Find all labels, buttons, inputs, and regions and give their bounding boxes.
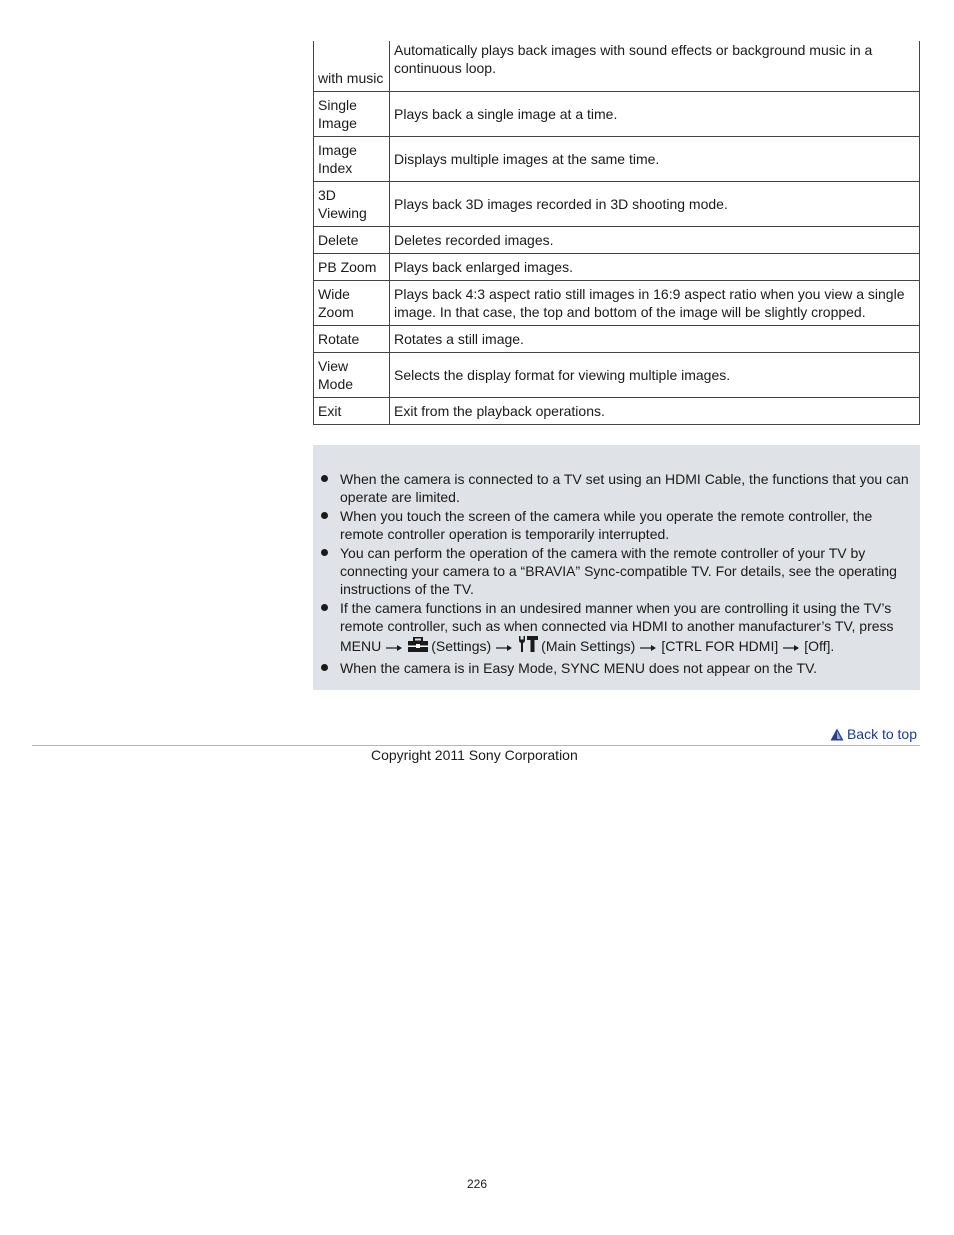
operation-description: Plays back enlarged images. (390, 253, 920, 280)
operation-name: Image Index (314, 136, 390, 181)
arrow-right-icon (782, 642, 800, 652)
table-row (314, 325, 920, 352)
operation-description: Plays back 3D images recorded in 3D shooting mode. (390, 181, 920, 226)
operation-name: Single Image (314, 91, 390, 136)
operation-name: Wide Zoom (314, 280, 390, 325)
settings-label: (Settings) (431, 638, 492, 654)
page-number: 226 (466, 1177, 488, 1191)
operation-name: View Mode (314, 352, 390, 397)
table-row (314, 91, 920, 136)
list-item (340, 599, 916, 655)
copyright-text: Copyright 2011 Sony Corporation (371, 747, 578, 763)
list-item (340, 507, 916, 543)
note-text: When the camera is connected to a TV set using an HDMI Cable, the functions that you can operate are limited. (340, 471, 909, 505)
ctrl-for-hdmi-label: [CTRL FOR HDMI] (661, 638, 779, 654)
bullet-icon (321, 475, 328, 482)
toolbox-icon (407, 637, 429, 653)
operation-description: Exit from the playback operations. (390, 397, 920, 424)
wrench-icon (517, 635, 539, 653)
operation-description: Automatically plays back images with sound effects or background music in a continuous loop. (390, 41, 920, 91)
operation-description: Displays multiple images at the same time. (390, 136, 920, 181)
operation-description: Selects the display format for viewing multiple images. (390, 352, 920, 397)
table-row (314, 352, 920, 397)
operation-name: Rotate (314, 325, 390, 352)
operation-description: Plays back 4:3 aspect ratio still images in 16:9 aspect ratio when you view a single image. In that case, the top and bottom of the image will be slightly cropped. (390, 280, 920, 325)
bullet-icon (321, 604, 328, 611)
triangle-up-icon (830, 728, 844, 741)
arrow-right-icon (385, 642, 403, 652)
table-row (314, 136, 920, 181)
operation-description: Rotates a still image. (390, 325, 920, 352)
list-item (340, 544, 916, 598)
arrow-right-icon (495, 642, 513, 652)
bullet-icon (321, 664, 328, 671)
operation-description: Deletes recorded images. (390, 226, 920, 253)
table-row (314, 41, 920, 91)
table-row (314, 226, 920, 253)
table-row (314, 280, 920, 325)
notes-box (313, 445, 920, 690)
table-row (314, 181, 920, 226)
back-to-top-link[interactable] (830, 726, 917, 742)
note-text: When you touch the screen of the camera while you operate the remote controller, the remote controller operation is temporarily interrupted. (340, 508, 873, 542)
notes-list (313, 445, 920, 677)
list-item (340, 470, 916, 506)
arrow-right-icon (639, 642, 657, 652)
operation-name: PB Zoom (314, 253, 390, 280)
list-item (340, 659, 916, 677)
operation-name: 3D Viewing (314, 181, 390, 226)
bullet-icon (321, 549, 328, 556)
operation-name: Exit (314, 397, 390, 424)
operation-name: Delete (314, 226, 390, 253)
table-row (314, 397, 920, 424)
playback-operations-table (313, 41, 920, 425)
note-text: When the camera is in Easy Mode, SYNC MENU does not appear on the TV. (340, 660, 818, 676)
off-label: [Off]. (804, 638, 835, 654)
main-settings-label: (Main Settings) (541, 638, 636, 654)
bullet-icon (321, 512, 328, 519)
table-row (314, 253, 920, 280)
note-text: You can perform the operation of the camera with the remote controller of your TV by connecting your camera to a “BRAVIA” Sync-compatible TV. For details, see the operating instructions of the TV. (340, 545, 897, 597)
note-text: If the camera functions in an undesired manner when you are controlling it using the TV’s remote controller, such as when connected via HDMI to another manufacturer’s TV, press MENU (340, 600, 894, 654)
operation-name: with music (314, 41, 390, 91)
operation-description: Plays back a single image at a time. (390, 91, 920, 136)
back-to-top-label[interactable]: Back to top (846, 726, 917, 742)
